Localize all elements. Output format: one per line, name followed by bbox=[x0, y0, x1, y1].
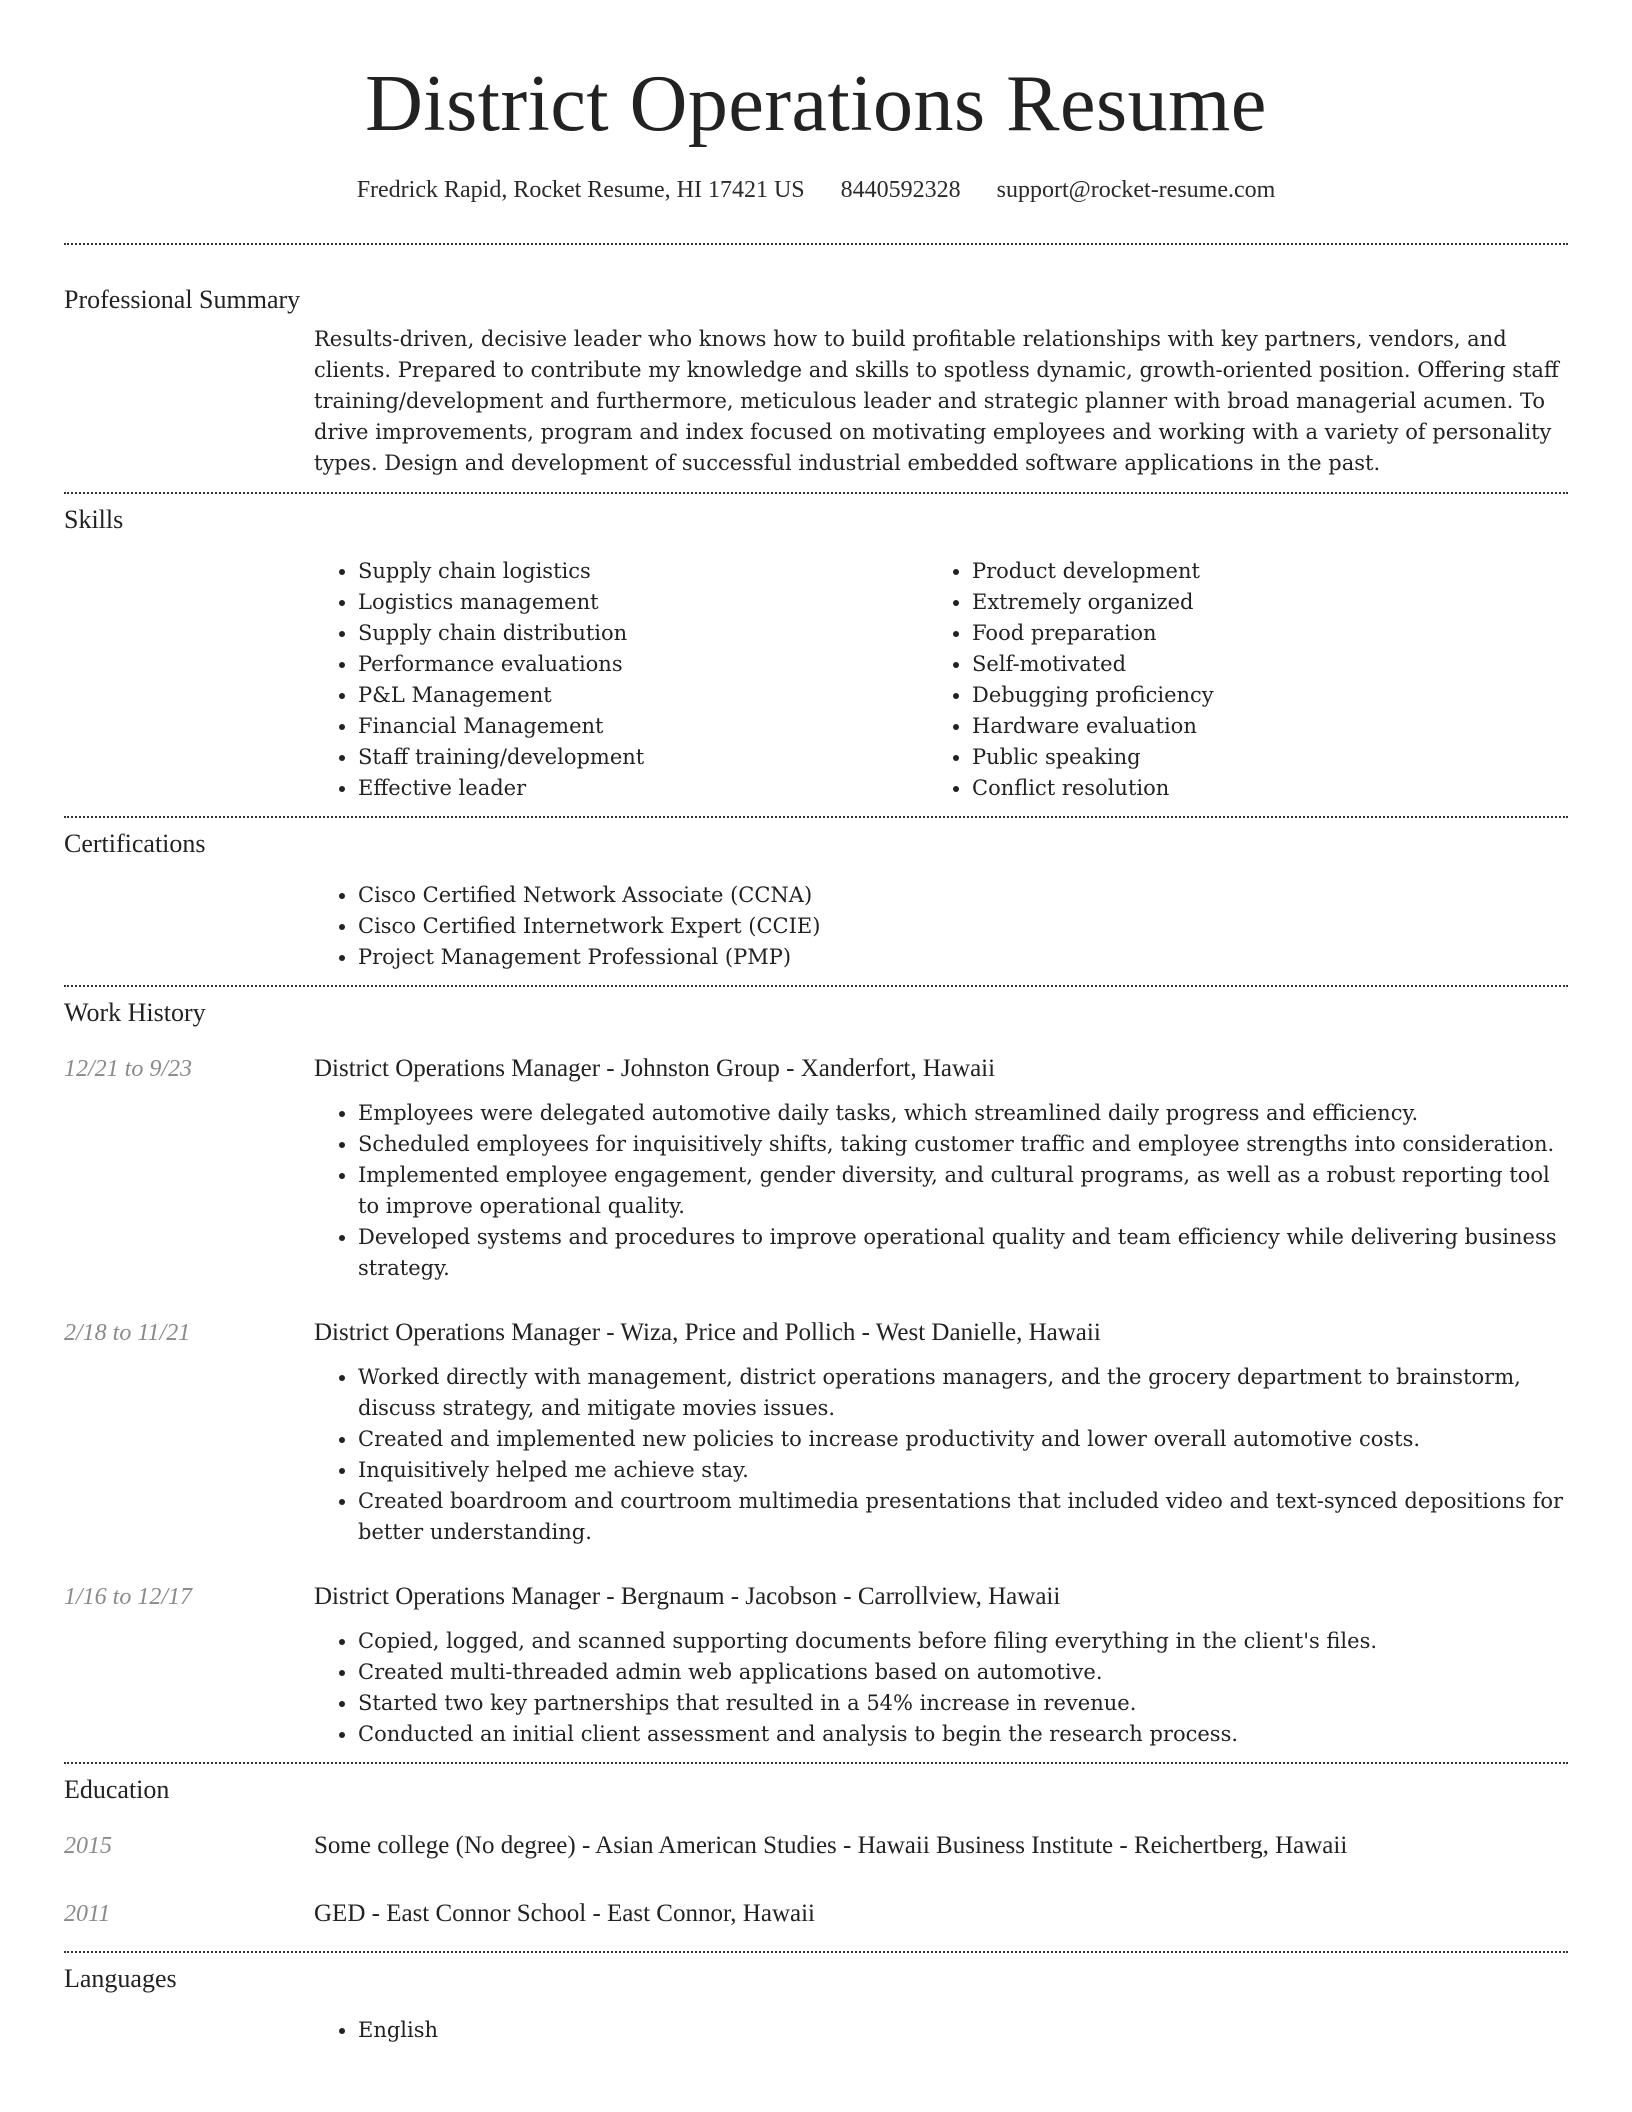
certifications-section bbox=[64, 827, 1568, 973]
list-item: • Copied, logged, and scanned supporting documents before filing everything in the client's files. bbox=[358, 1626, 1568, 1657]
contact-phone: 8440592328 bbox=[840, 177, 961, 203]
list-item: • Created multi-threaded admin web applications based on automotive. bbox=[358, 1657, 1568, 1688]
list-item: • Performance evaluations bbox=[358, 649, 928, 680]
list-item: • Hardware evaluation bbox=[972, 711, 1542, 742]
list-item: • Employees were delegated automotive daily tasks, which streamlined daily progress and efficiency. bbox=[358, 1098, 1568, 1129]
section-heading: Professional Summary bbox=[64, 285, 301, 314]
list-item: • Supply chain logistics bbox=[358, 556, 928, 587]
job-title: District Operations Manager - Johnston Group - Xanderfort, Hawaii bbox=[314, 1055, 996, 1082]
divider bbox=[64, 1951, 1568, 1953]
job-dates: 12/21 to 9/23 bbox=[64, 1056, 193, 1082]
list-item: • P&L Management bbox=[358, 680, 928, 711]
section-heading: Education bbox=[64, 1775, 170, 1804]
list-item: • Staff training/development bbox=[358, 742, 928, 773]
job-dates: 1/16 to 12/17 bbox=[64, 1584, 193, 1610]
education-section bbox=[64, 1773, 1568, 1931]
divider bbox=[64, 243, 1568, 245]
education-title: GED - East Connor School - East Connor, Hawaii bbox=[314, 1900, 816, 1927]
section-heading: Work History bbox=[64, 998, 206, 1027]
list-item: • Worked directly with management, district operations managers, and the grocery department to brainstorm, discuss strategy, and mitigate movies issues. bbox=[358, 1362, 1568, 1424]
skills-section bbox=[64, 503, 1568, 804]
list-item: • Effective leader bbox=[358, 773, 928, 804]
job-entry bbox=[64, 1580, 1568, 1750]
education-year: 2015 bbox=[64, 1833, 112, 1859]
list-item: • Cisco Certified Internetwork Expert (CCIE) bbox=[358, 911, 1568, 942]
education-year: 2011 bbox=[64, 1901, 111, 1927]
list-item: • Self-motivated bbox=[972, 649, 1542, 680]
summary-text: Results-driven, decisive leader who knows how to build profitable relationships with key partners, vendors, and clients. Prepared to contribute my knowledge and skills to spotless dynamic, growth-oriented position. Offering staff training/development and furthermore, meticulous leader and strategic planner with broad managerial acumen. To drive improvements, program and index focused on motivating employees and working with a variety of personality types. Design and development of successful industrial embedded software applications in the past. bbox=[314, 327, 1559, 475]
skills-list-left bbox=[314, 556, 928, 804]
contact-address: Fredrick Rapid, Rocket Resume, HI 17421 US bbox=[356, 177, 805, 203]
list-item: • Public speaking bbox=[972, 742, 1542, 773]
contact-email[interactable]: support@rocket-resume.com bbox=[996, 177, 1276, 203]
divider bbox=[64, 1762, 1568, 1764]
divider bbox=[64, 816, 1568, 818]
contact-line bbox=[0, 174, 1632, 206]
list-item: • Logistics management bbox=[358, 587, 928, 618]
job-dates: 2/18 to 11/21 bbox=[64, 1320, 191, 1346]
list-item: • Conducted an initial client assessment and analysis to begin the research process. bbox=[358, 1719, 1568, 1750]
divider bbox=[64, 492, 1568, 494]
certifications-list bbox=[314, 880, 1568, 973]
list-item: • Implemented employee engagement, gender diversity, and cultural programs, as well as a robust reporting tool to improve operational quality. bbox=[358, 1160, 1568, 1222]
section-heading: Skills bbox=[64, 505, 124, 534]
job-title: District Operations Manager - Wiza, Price and Pollich - West Danielle, Hawaii bbox=[314, 1319, 1101, 1346]
job-bullets bbox=[314, 1362, 1568, 1548]
job-title: District Operations Manager - Bergnaum - Jacobson - Carrollview, Hawaii bbox=[314, 1583, 1061, 1610]
summary-section bbox=[64, 283, 1568, 479]
job-bullets bbox=[314, 1098, 1568, 1284]
education-title: Some college (No degree) - Asian American Studies - Hawaii Business Institute - Reichertberg, Hawaii bbox=[314, 1832, 1348, 1859]
list-item: • Debugging proficiency bbox=[972, 680, 1542, 711]
section-heading: Languages bbox=[64, 1964, 177, 1993]
list-item: • Created boardroom and courtroom multimedia presentations that included video and text-synced depositions for better understanding. bbox=[358, 1486, 1568, 1548]
list-item: • Scheduled employees for inquisitively shifts, taking customer traffic and employee strengths into consideration. bbox=[358, 1129, 1568, 1160]
job-entry bbox=[64, 1316, 1568, 1548]
section-heading: Certifications bbox=[64, 829, 206, 858]
education-entry bbox=[64, 1829, 1568, 1863]
list-item: • Started two key partnerships that resulted in a 54% increase in revenue. bbox=[358, 1688, 1568, 1719]
list-item: • Cisco Certified Network Associate (CCNA) bbox=[358, 880, 1568, 911]
skills-list-right bbox=[928, 556, 1542, 804]
list-item: • Conflict resolution bbox=[972, 773, 1542, 804]
list-item: • Project Management Professional (PMP) bbox=[358, 942, 1568, 973]
languages-section bbox=[64, 1962, 1568, 2046]
list-item: • Supply chain distribution bbox=[358, 618, 928, 649]
list-item: • Product development bbox=[972, 556, 1542, 587]
list-item: • Developed systems and procedures to improve operational quality and team efficiency while delivering business strategy. bbox=[358, 1222, 1568, 1284]
list-item: • English bbox=[358, 2015, 1568, 2046]
list-item: • Extremely organized bbox=[972, 587, 1542, 618]
list-item: • Created and implemented new policies to increase productivity and lower overall automotive costs. bbox=[358, 1424, 1568, 1455]
resume-title: District Operations Resume bbox=[365, 60, 1267, 148]
languages-list bbox=[314, 2015, 1568, 2046]
job-bullets bbox=[314, 1626, 1568, 1750]
list-item: • Food preparation bbox=[972, 618, 1542, 649]
work-history-section bbox=[64, 996, 1568, 1750]
job-entry bbox=[64, 1052, 1568, 1284]
divider bbox=[64, 985, 1568, 987]
list-item: • Inquisitively helped me achieve stay. bbox=[358, 1455, 1568, 1486]
list-item: • Financial Management bbox=[358, 711, 928, 742]
education-entry bbox=[64, 1897, 1568, 1931]
